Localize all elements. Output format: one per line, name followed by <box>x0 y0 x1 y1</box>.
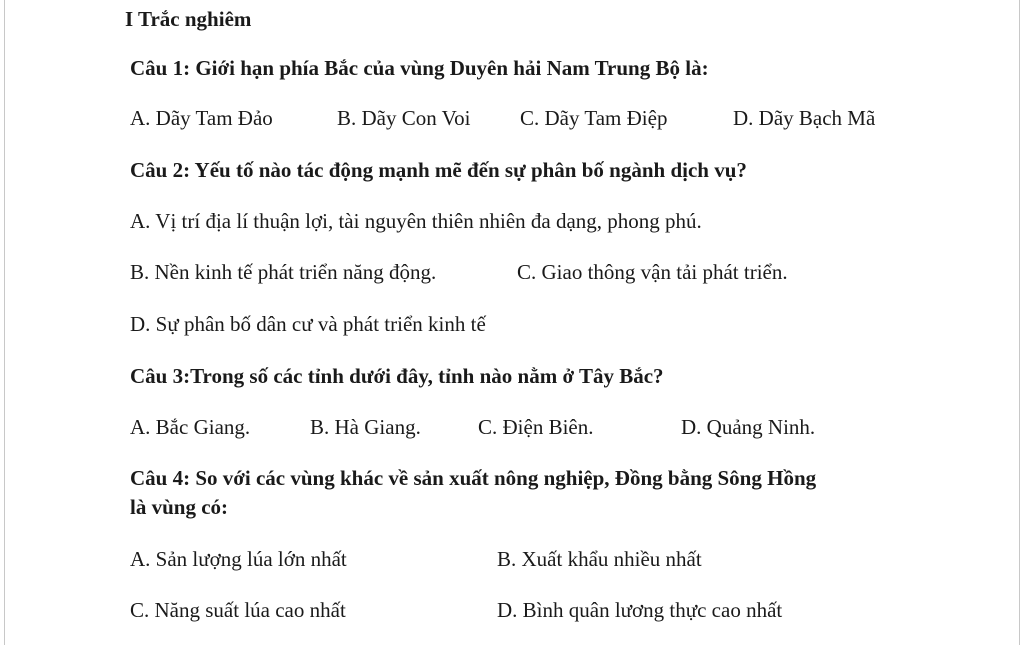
question-2-option-b: B. Nền kinh tế phát triển năng động. <box>130 260 437 284</box>
question-1-option-c: C. Dãy Tam Điệp <box>520 106 668 130</box>
question-4-option-c: C. Năng suất lúa cao nhất <box>130 598 346 622</box>
question-2-option-a: A. Vị trí địa lí thuận lợi, tài nguyên thiên nhiên đa dạng, phong phú. <box>130 209 702 233</box>
section-title: I Trắc nghiêm <box>125 7 252 31</box>
question-3-text: Câu 3:Trong số các tỉnh dưới đây, tỉnh nào nằm ở Tây Bắc? <box>130 364 664 388</box>
question-1-option-b: B. Dãy Con Voi <box>337 106 471 130</box>
question-4-option-d: D. Bình quân lương thực cao nhất <box>497 598 783 622</box>
question-3-option-b: B. Hà Giang. <box>310 415 421 439</box>
question-2-text: Câu 2: Yếu tố nào tác động mạnh mẽ đến sự phân bố ngành dịch vụ? <box>130 158 747 182</box>
question-3-option-c: C. Điện Biên. <box>478 415 594 439</box>
question-3-option-d: D. Quảng Ninh. <box>681 415 816 439</box>
question-4-text-line1: Câu 4: So với các vùng khác về sản xuất nông nghiệp, Đồng bằng Sông Hồng <box>130 466 817 490</box>
question-4-text-line2: là vùng có: <box>130 495 229 519</box>
question-2-option-c: C. Giao thông vận tải phát triển. <box>517 260 788 284</box>
question-1-text: Câu 1: Giới hạn phía Bắc của vùng Duyên hải Nam Trung Bộ là: <box>130 56 709 80</box>
question-4-option-b: B. Xuất khẩu nhiều nhất <box>497 547 702 571</box>
question-1-option-a: A. Dãy Tam Đảo <box>130 106 273 130</box>
question-4-option-a: A. Sản lượng lúa lớn nhất <box>130 547 347 571</box>
question-1-option-d: D. Dãy Bạch Mã <box>733 106 876 130</box>
question-3-option-a: A. Bắc Giang. <box>130 415 251 439</box>
question-2-option-d: D. Sự phân bố dân cư và phát triển kinh tế <box>130 312 486 336</box>
